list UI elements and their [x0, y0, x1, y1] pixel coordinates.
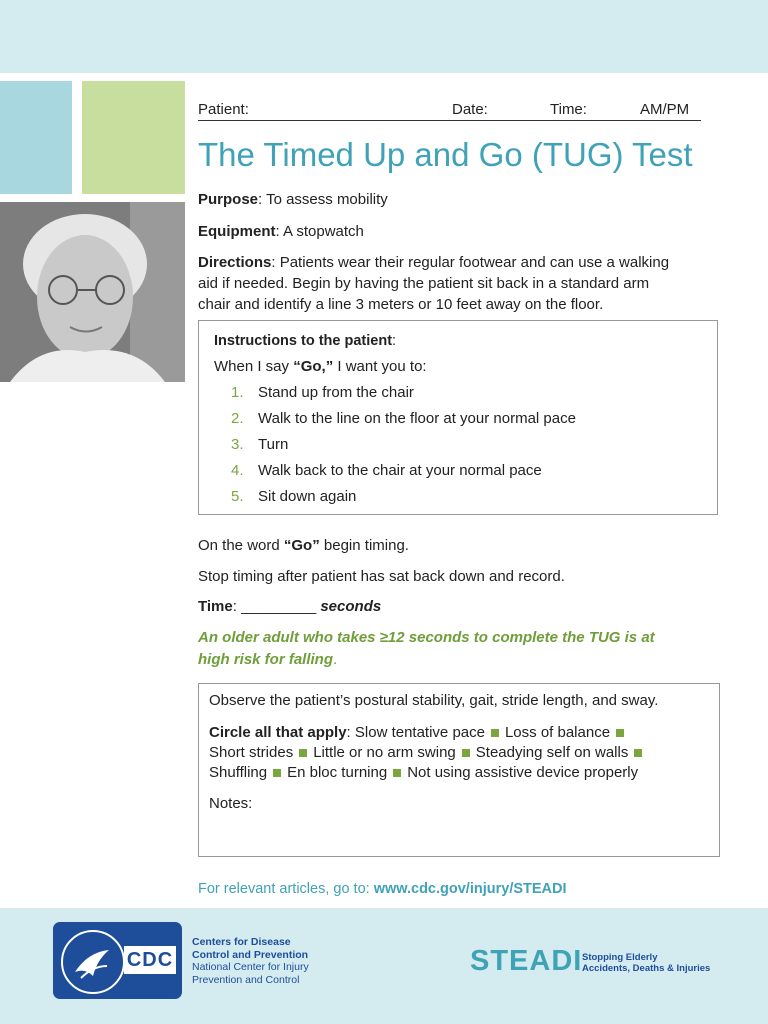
- observe-row-3: [209, 764, 638, 781]
- observe-row-2: [209, 744, 648, 761]
- step-item: [231, 384, 414, 401]
- risk-period: .: [333, 651, 338, 668]
- cdc-line-3: National Center for Injury: [192, 961, 309, 973]
- bullet-square-icon: [273, 769, 281, 777]
- instructions-heading-text: Instructions to the patient: [214, 333, 393, 349]
- decorative-blue-square: [0, 81, 72, 194]
- cdc-name-block: [192, 936, 309, 986]
- equipment-line: [198, 221, 364, 242]
- step-item: [231, 436, 288, 453]
- bullet-square-icon: [299, 749, 307, 757]
- instructions-heading: [214, 333, 396, 349]
- begin-timing-line: [198, 535, 409, 556]
- ampm-label: AM/PM: [640, 101, 690, 118]
- observe-item[interactable]: En bloc turning: [287, 764, 388, 781]
- observe-item[interactable]: Steadying self on walls: [475, 744, 629, 761]
- bullet-square-icon: [462, 749, 470, 757]
- equipment-text: : A stopwatch: [275, 223, 364, 240]
- date-label: Date:: [452, 101, 488, 118]
- risk-statement: [198, 627, 708, 671]
- instructions-box: [198, 320, 718, 515]
- observe-item[interactable]: Loss of balance: [504, 724, 611, 741]
- risk-line-1: An older adult who takes ≥12 seconds to complete the TUG is at: [198, 629, 655, 646]
- begin-post: begin timing.: [319, 537, 409, 554]
- directions-line-1: : Patients wear their regular footwear and can use a walking: [271, 254, 670, 271]
- time-label: Time:: [550, 101, 587, 118]
- begin-pre: On the word: [198, 537, 284, 554]
- step-text: Walk back to the chair at your normal pace: [258, 462, 542, 479]
- circle-colon: :: [346, 724, 351, 741]
- directions-paragraph: [198, 252, 669, 315]
- articles-pre: For relevant articles, go to:: [198, 881, 374, 897]
- steadi-logo: STEADI: [470, 945, 583, 977]
- directions-line-2: aid if needed. Begin by having the patient sit back in a standard arm: [198, 275, 650, 292]
- purpose-text: : To assess mobility: [258, 191, 388, 208]
- patient-label: Patient:: [198, 101, 249, 118]
- steadi-tagline: [582, 952, 710, 974]
- risk-line-2: high risk for falling: [198, 651, 334, 668]
- time-record-label: Time: [198, 598, 233, 615]
- steadi-tagline-1: Stopping Elderly: [582, 952, 658, 963]
- notes-label: Notes:: [209, 795, 253, 812]
- observe-item[interactable]: Short strides: [209, 744, 294, 761]
- page-title: The Timed Up and Go (TUG) Test: [198, 136, 693, 173]
- steadi-tagline-2: Accidents, Deaths & Injuries: [582, 963, 711, 974]
- observe-item[interactable]: Little or no arm swing: [313, 744, 456, 761]
- step-text: Turn: [258, 436, 289, 453]
- step-text: Sit down again: [258, 488, 357, 505]
- patient-photo: [0, 202, 185, 382]
- cdc-line-2: Control and Prevention: [192, 948, 309, 961]
- intro-post: I want you to:: [333, 358, 427, 375]
- step-text: Stand up from the chair: [258, 384, 414, 401]
- observe-intro: Observe the patient’s postural stability, gait, stride length, and sway.: [209, 692, 659, 709]
- patient-info-line: [198, 100, 701, 121]
- time-blank: : _________: [232, 598, 321, 615]
- stop-timing-line: Stop timing after patient has sat back down and record.: [198, 568, 565, 585]
- bullet-square-icon: [393, 769, 401, 777]
- observe-row-1: [209, 724, 630, 741]
- intro-go: “Go,”: [293, 358, 334, 375]
- bullet-square-icon: [616, 729, 624, 737]
- purpose-label: Purpose: [198, 191, 259, 208]
- bullet-square-icon: [491, 729, 499, 737]
- decorative-green-square: [82, 81, 185, 194]
- directions-label: Directions: [198, 254, 272, 271]
- observation-box: [198, 683, 720, 857]
- step-item: [231, 462, 542, 479]
- seconds-label: seconds: [320, 598, 382, 615]
- articles-line: [198, 881, 567, 897]
- observe-item[interactable]: Shuffling: [209, 764, 268, 781]
- cdc-line-4: Prevention and Control: [192, 973, 300, 986]
- cdc-logo: [53, 922, 182, 999]
- intro-pre: When I say: [214, 358, 294, 375]
- step-number: 3.: [231, 436, 244, 453]
- step-item: [231, 410, 576, 427]
- step-text: Walk to the line on the floor at your normal pace: [258, 410, 576, 427]
- hhs-seal-icon: [61, 930, 125, 994]
- time-record-line: [198, 596, 381, 617]
- steadi-link[interactable]: www.cdc.gov/injury/STEADI: [373, 881, 567, 897]
- equipment-label: Equipment: [198, 223, 276, 240]
- observe-item[interactable]: Not using assistive device properly: [407, 764, 639, 781]
- purpose-line: [198, 189, 388, 210]
- begin-go: “Go”: [283, 537, 320, 554]
- instructions-heading-colon: :: [392, 333, 397, 349]
- circle-label: Circle all that apply: [209, 724, 347, 741]
- observe-item[interactable]: Slow tentative pace: [354, 724, 485, 741]
- step-number: 1.: [231, 384, 244, 401]
- step-number: 2.: [231, 410, 244, 427]
- step-number: 4.: [231, 462, 244, 479]
- top-band: [0, 0, 768, 73]
- directions-line-3: chair and identify a line 3 meters or 10 feet away on the floor.: [198, 296, 604, 313]
- cdc-mark: CDC: [124, 946, 176, 974]
- instructions-intro: [214, 358, 427, 375]
- step-item: [231, 488, 356, 505]
- step-number: 5.: [231, 488, 244, 505]
- bullet-square-icon: [634, 749, 642, 757]
- cdc-line-1: Centers for Disease: [192, 936, 291, 948]
